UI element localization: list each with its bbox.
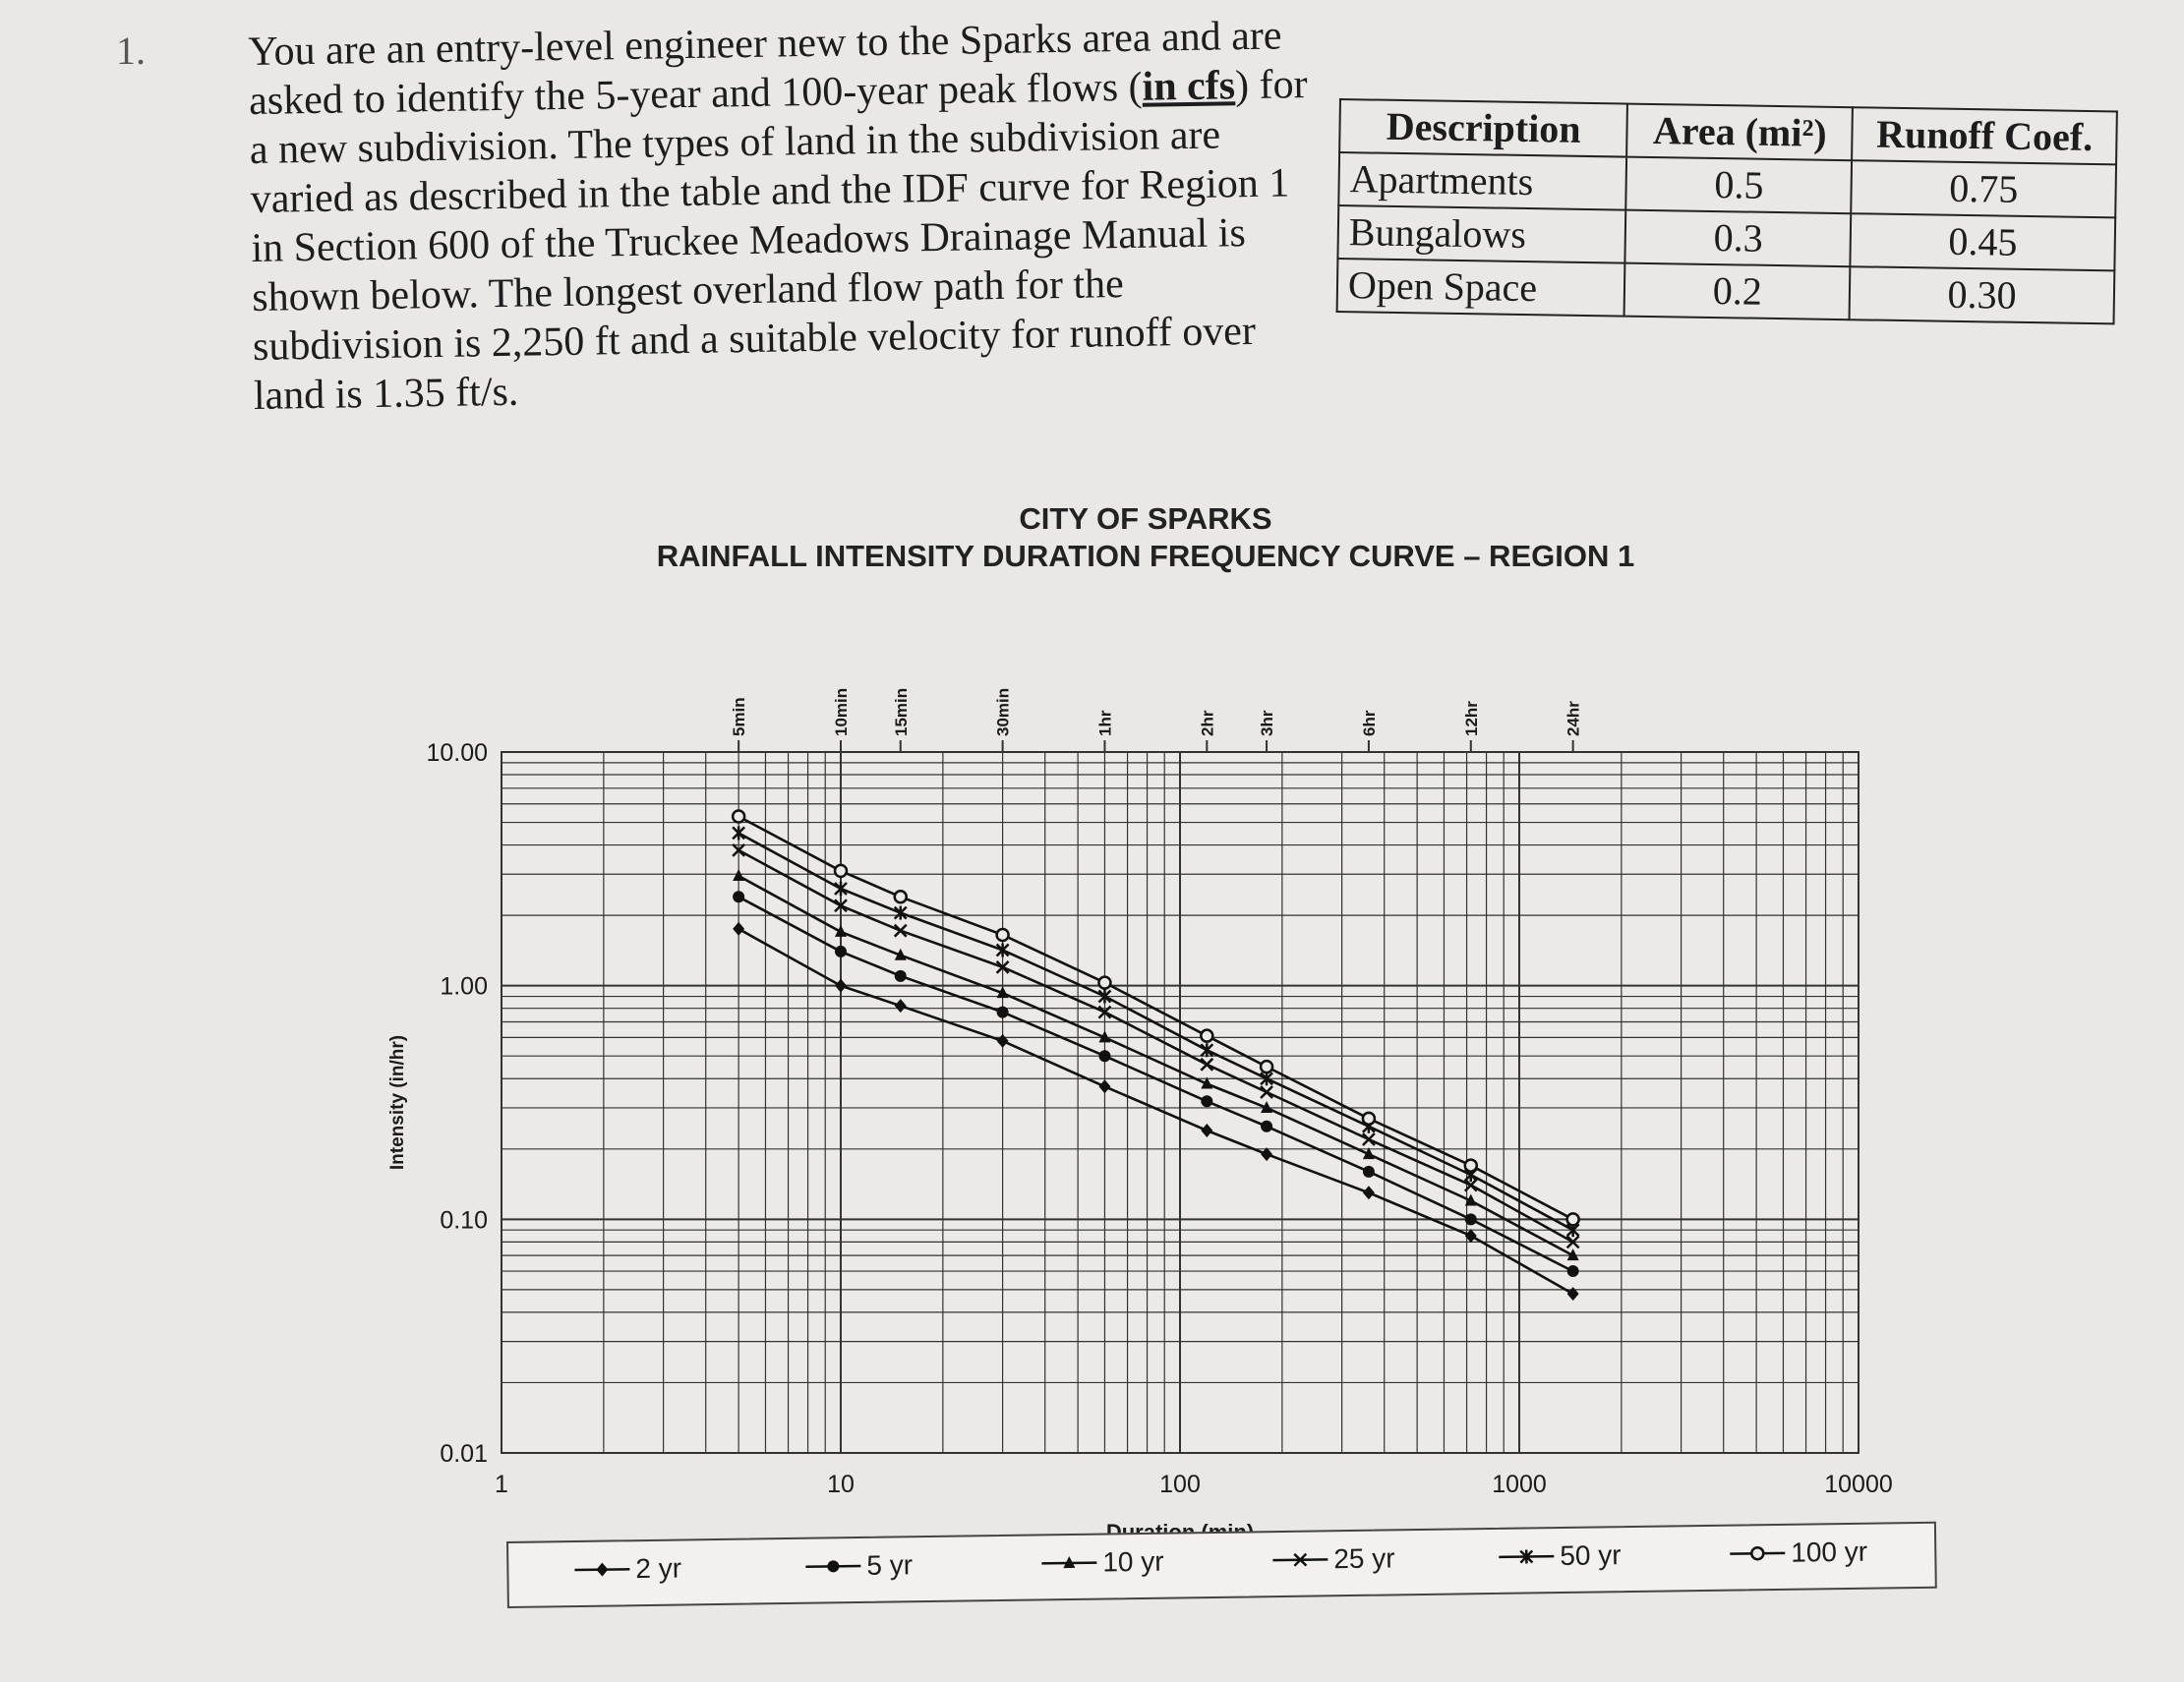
legend-swatch bbox=[1497, 1546, 1556, 1567]
circle-marker bbox=[1261, 1121, 1272, 1132]
legend-item bbox=[1497, 1539, 1622, 1573]
y-tick-label: 0.01 bbox=[440, 1440, 488, 1468]
ring-marker bbox=[1363, 1113, 1375, 1125]
x-tick-label: 1000 bbox=[1492, 1471, 1547, 1498]
duration-label: 3hr bbox=[1258, 710, 1277, 736]
x-tick-label: 10000 bbox=[1824, 1471, 1893, 1498]
y-tick-label: 1.00 bbox=[440, 972, 488, 1001]
legend-swatch bbox=[1270, 1549, 1329, 1570]
cell-coef: 0.75 bbox=[1852, 160, 2116, 217]
legend-swatch bbox=[803, 1556, 862, 1577]
ring-marker bbox=[835, 865, 847, 877]
cell-coef: 0.45 bbox=[1851, 213, 2115, 270]
header-area: Area (mi²) bbox=[1626, 104, 1853, 161]
chart-title: CITY OF SPARKS bbox=[1019, 501, 1272, 536]
cell-area: 0.2 bbox=[1624, 263, 1851, 320]
ring-marker bbox=[1201, 1030, 1212, 1042]
ring-marker bbox=[733, 811, 744, 823]
problem-text-after: ) for a new subdivision. The types of land in the subdivision are varied as described in the table and the IDF curve for Region 1 in Section 600 of the Truckee Meadows Drainage Manual is shown below. The longest overland flow path for the subdivision is 2,250 ft and a suitable velocity for runoff over land is 1.35 ft/s. bbox=[249, 62, 1308, 419]
cell-description: Bungalows bbox=[1337, 205, 1625, 263]
duration-label: 12hr bbox=[1461, 701, 1481, 736]
x-tick-label: 10 bbox=[827, 1471, 855, 1498]
cell-area: 0.5 bbox=[1626, 157, 1853, 214]
duration-label: 5min bbox=[730, 697, 749, 736]
circle-marker bbox=[1201, 1095, 1212, 1107]
circle-marker bbox=[827, 1560, 839, 1572]
question-number: 1. bbox=[116, 29, 146, 73]
cell-coef: 0.30 bbox=[1850, 266, 2114, 323]
circle-marker bbox=[895, 970, 907, 982]
x-tick-label: 1 bbox=[495, 1471, 508, 1498]
circle-marker bbox=[1363, 1166, 1375, 1178]
y-axis-title: Intensity (in/hr) bbox=[387, 1034, 408, 1171]
legend-item bbox=[1728, 1537, 1867, 1570]
legend-label: 100 yr bbox=[1791, 1536, 1868, 1568]
problem-text-before: You are an entry-level engineer new to the Sparks area and are asked to identify the 5-year and 100-year peak flows ( bbox=[248, 13, 1282, 124]
legend-item bbox=[803, 1549, 913, 1583]
ring-marker bbox=[997, 929, 1009, 941]
duration-label: 2hr bbox=[1198, 710, 1217, 736]
circle-marker bbox=[1465, 1213, 1477, 1225]
legend-item bbox=[572, 1553, 681, 1587]
duration-label: 15min bbox=[891, 687, 911, 736]
ring-marker bbox=[1751, 1547, 1763, 1559]
diamond-marker bbox=[596, 1563, 608, 1577]
circle-marker bbox=[835, 946, 847, 957]
duration-label: 6hr bbox=[1359, 710, 1379, 736]
legend-label: 25 yr bbox=[1333, 1542, 1395, 1575]
y-tick-label: 10.00 bbox=[426, 739, 488, 767]
ring-marker bbox=[1098, 977, 1110, 989]
ring-marker bbox=[895, 891, 907, 902]
cell-description: Open Space bbox=[1337, 259, 1625, 317]
problem-emphasis: in cfs bbox=[1142, 63, 1236, 110]
ring-marker bbox=[1465, 1160, 1477, 1172]
y-tick-label: 0.10 bbox=[440, 1206, 488, 1235]
legend-label: 2 yr bbox=[635, 1552, 682, 1585]
circle-marker bbox=[1098, 1050, 1110, 1062]
legend-label: 10 yr bbox=[1102, 1545, 1164, 1578]
legend-item bbox=[1270, 1542, 1395, 1576]
duration-label: 24hr bbox=[1564, 701, 1583, 736]
duration-label: 10min bbox=[832, 687, 851, 736]
header-description: Description bbox=[1339, 99, 1627, 157]
ring-marker bbox=[1567, 1213, 1579, 1225]
duration-label: 30min bbox=[993, 687, 1013, 736]
legend-swatch bbox=[1039, 1553, 1098, 1574]
cell-description: Apartments bbox=[1338, 152, 1626, 210]
legend-swatch bbox=[572, 1559, 631, 1580]
circle-marker bbox=[733, 891, 744, 902]
legend-swatch bbox=[1728, 1543, 1787, 1564]
x-tick-label: 100 bbox=[1159, 1471, 1201, 1498]
header-runoff-coef: Runoff Coef. bbox=[1852, 107, 2116, 164]
duration-label: 1hr bbox=[1095, 710, 1115, 736]
legend-label: 50 yr bbox=[1560, 1539, 1622, 1572]
cell-area: 0.3 bbox=[1625, 210, 1852, 267]
circle-marker bbox=[997, 1007, 1009, 1018]
chart-subtitle: RAINFALL INTENSITY DURATION FREQUENCY CURVE – REGION 1 bbox=[656, 539, 1635, 573]
legend-item bbox=[1039, 1546, 1164, 1580]
circle-marker bbox=[1567, 1265, 1579, 1277]
ring-marker bbox=[1261, 1061, 1272, 1073]
legend-label: 5 yr bbox=[866, 1549, 914, 1581]
